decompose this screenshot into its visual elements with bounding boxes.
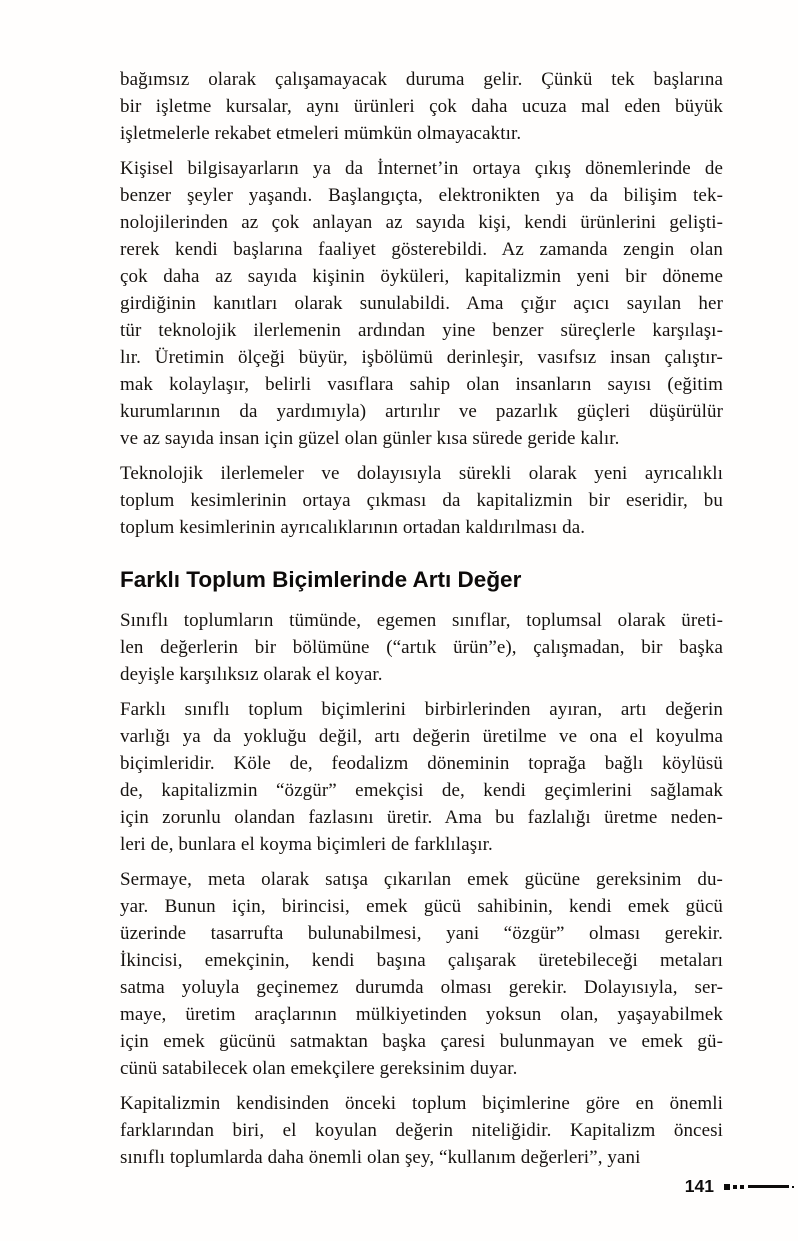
- footer-rule: [748, 1185, 789, 1188]
- text-line: girdiğinin kanıtları olarak sunulabildi. Ama çığır açıcı sayılan her: [120, 293, 723, 314]
- text-line: Kapitalizmin kendisinden önceki toplum biçimlerine göre en önemli: [120, 1093, 723, 1114]
- text-line: biçimleridir. Köle de, feodalizm döneminin toprağa bağlı köylüsü: [120, 753, 723, 774]
- text-line: maye, üretim araçlarının mülkiyetinden yoksun olan, yaşayabilmek: [120, 1004, 723, 1025]
- footer-ornament-icon: [724, 1184, 794, 1190]
- text-line: kurumlarının da yardımıyla) artırılır ve pazarlık güçleri düşürülür: [120, 401, 723, 422]
- paragraph: [120, 155, 723, 452]
- section-heading: Farklı Toplum Biçimlerinde Artı Değer: [120, 567, 522, 592]
- paragraph: [120, 607, 723, 688]
- square-mark-icon: [733, 1185, 737, 1189]
- text-line: Teknolojik ilerlemeler ve dolayısıyla sürekli olarak yeni ayrıcalıklı: [120, 463, 723, 484]
- text-line: üzerinde tasarrufta bulunabilmesi, yani “özgür” olması gerekir.: [120, 923, 723, 944]
- text-line: Sermaye, meta olarak satışa çıkarılan emek gücüne gereksinim du-: [120, 869, 723, 890]
- text-line: farklarından biri, el koyulan değerin niteliğidir. Kapitalizm öncesi: [120, 1120, 723, 1141]
- text-line: bağımsız olarak çalışamayacak duruma gelir. Çünkü tek başlarına: [120, 69, 723, 90]
- text-line: varlığı ya da yokluğu değil, artı değerin üretilme ve ona el koyulma: [120, 726, 723, 747]
- text-line: işletmelerle rekabet etmeleri mümkün olmayacaktır.: [120, 123, 522, 144]
- text-line: toplum kesimlerinin ortaya çıkması da kapitalizmin bir eseridir, bu: [120, 490, 723, 511]
- page-body: [120, 66, 723, 1179]
- paragraph: [120, 1090, 723, 1171]
- text-line: lır. Üretimin ölçeği büyür, işbölümü derinleşir, vasıfsız insan çalıştır-: [120, 347, 723, 368]
- text-line: tür teknolojik ilerlemenin ardından yine benzer süreçlerle karşılaşı-: [120, 320, 723, 341]
- text-line: Sınıflı toplumların tümünde, egemen sınıflar, toplumsal olarak üreti-: [120, 610, 723, 631]
- text-line: nolojilerinden az çok anlayan az sayıda kişi, kendi ürünlerini gelişti-: [120, 212, 723, 233]
- page-number: 141: [684, 1176, 714, 1196]
- text-line: cünü satabilecek olan emekçilere gereksinim duyar.: [120, 1058, 518, 1079]
- square-mark-icon: [740, 1185, 744, 1189]
- paragraph: [120, 460, 723, 541]
- text-line: ve az sayıda insan için güzel olan günler kısa sürede geride kalır.: [120, 428, 620, 449]
- text-line: Kişisel bilgisayarların ya da İnternet’in ortaya çıkış dönemlerinde de: [120, 158, 723, 179]
- text-line: rerek kendi başlarına faaliyet gösterebildi. Az zamanda zengin olan: [120, 239, 723, 260]
- text-line: bir işletme kursalar, aynı ürünleri çok daha ucuza mal eden büyük: [120, 96, 723, 117]
- text-line: çok daha az sayıda kişinin öyküleri, kapitalizmin yeni bir döneme: [120, 266, 723, 287]
- text-line: leri de, bunlara el koyma biçimleri de farklılaşır.: [120, 834, 493, 855]
- text-line: benzer şeyler yaşandı. Başlangıçta, elektronikten ya da bilişim tek-: [120, 185, 723, 206]
- dot-mark-icon: [792, 1186, 794, 1188]
- paragraph: [120, 696, 723, 858]
- square-mark-icon: [724, 1184, 730, 1190]
- text-line: len değerlerin bir bölümüne (“artık ürün”e), çalışmadan, bir başka: [120, 637, 723, 658]
- text-line: satma yoluyla geçinemez durumda olması gerekir. Dolayısıyla, ser-: [120, 977, 723, 998]
- paragraph: [120, 866, 723, 1082]
- text-line: için emek gücünü satmaktan başka çaresi bulunmayan ve emek gü-: [120, 1031, 723, 1052]
- page-footer: [685, 1176, 794, 1197]
- text-line: mak kolaylaşır, belirli vasıflara sahip olan insanların sayısı (eğitim: [120, 374, 723, 395]
- text-line: İkincisi, emekçinin, kendi başına çalışarak üretebileceği metaları: [120, 950, 723, 971]
- text-line: de, kapitalizmin “özgür” emekçisi de, kendi geçimlerini sağlamak: [120, 780, 723, 801]
- text-line: sınıflı toplumlarda daha önemli olan şey, “kullanım değerleri”, yani: [120, 1147, 641, 1168]
- text-line: deyişle karşılıksız olarak el koyar.: [120, 664, 383, 685]
- text-line: Farklı sınıflı toplum biçimlerini birbirlerinden ayıran, artı değerin: [120, 699, 723, 720]
- text-line: toplum kesimlerinin ayrıcalıklarının ortadan kaldırılması da.: [120, 517, 586, 538]
- paragraph: [120, 66, 723, 147]
- text-line: için zorunlu olandan fazlasını üretir. Ama bu fazlalığı üretme neden-: [120, 807, 723, 828]
- text-line: yar. Bunun için, birincisi, emek gücü sahibinin, kendi emek gücü: [120, 896, 723, 917]
